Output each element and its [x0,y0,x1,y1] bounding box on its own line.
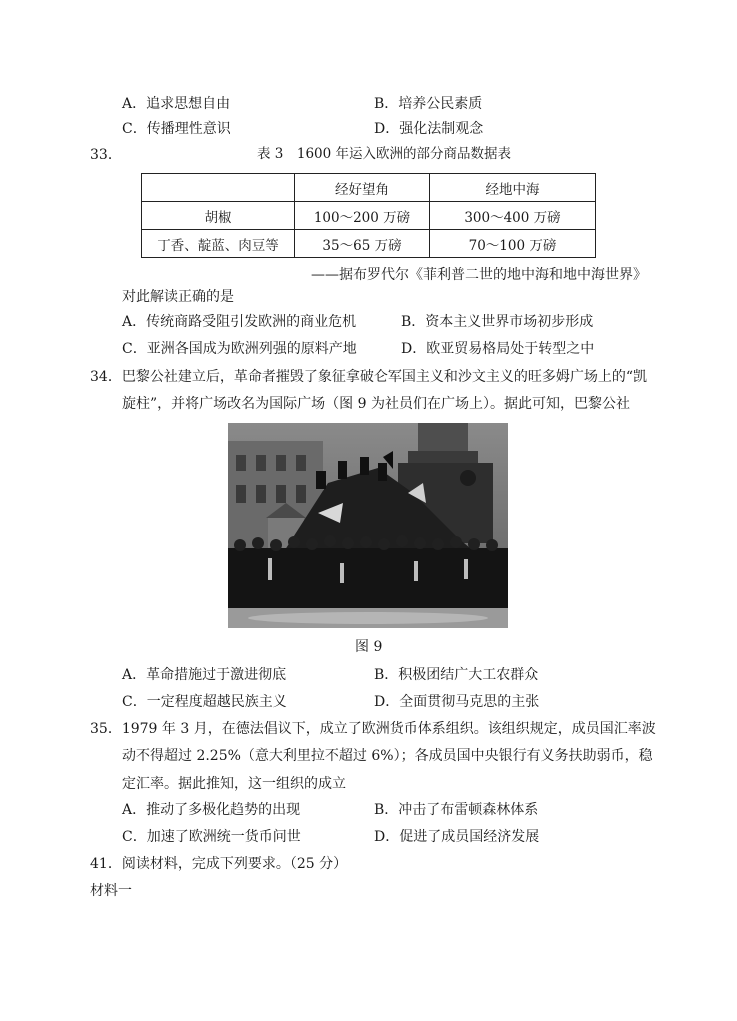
option-letter: B． [401,314,426,330]
q32-option-d[interactable] [374,122,483,136]
option-letter: C． [122,694,147,710]
option-text: 欧亚贸易格局处于转型之中 [426,341,595,357]
table-header-cell [142,174,295,202]
option-letter: D． [374,829,400,845]
q35-option-d[interactable] [374,830,539,844]
table-header-row [142,174,596,202]
q33-table-title: 表 3 1600 年运入欧洲的部分商品数据表 [257,146,512,162]
q34-stem-line-2: 旋柱”，并将广场改名为国际广场（图 9 为社员们在广场上）。据此可知，巴黎公社 [122,396,630,412]
q33-option-c[interactable] [122,342,357,356]
q33-data-table [141,173,596,258]
q41-number: 41． [90,856,122,872]
option-text: 传播理性意识 [146,121,231,137]
q33-option-b[interactable] [401,315,593,329]
q34-option-d[interactable] [374,695,539,709]
q41-text: 阅读材料，完成下列要求。（25 分） [121,856,348,872]
q35-stem-line-2: 动不得超过 2.25%（意大利里拉不超过 6%）；各成员国中央银行有义务扶助弱币，稳 [122,748,653,764]
option-letter: C． [122,121,147,137]
table-header-cell: 经地中海 [430,174,596,202]
table-cell: 300～400 万磅 [430,202,596,230]
q33-source: ——据布罗代尔《菲利普二世的地中海和地中海世界》 [311,267,647,283]
option-letter: D． [374,121,400,137]
option-text: 推动了多极化趋势的出现 [146,802,301,818]
q34-number: 34． [90,369,122,385]
option-letter: D． [401,341,427,357]
q41-stem [90,857,347,871]
option-text: 革命措施过于激进彻底 [146,667,287,683]
q34-option-c[interactable] [122,695,287,709]
option-text: 一定程度超越民族主义 [146,694,287,710]
q32-option-c[interactable] [122,122,231,136]
option-text: 冲击了布雷顿森林体系 [398,802,539,818]
table-row [142,202,596,230]
option-text: 资本主义世界市场初步形成 [425,314,594,330]
option-text: 追求思想自由 [146,96,231,112]
q32-option-b[interactable] [374,97,482,111]
q35-text: 1979 年 3 月，在德法倡议下，成立了欧洲货币体系组织。该组织规定，成员国汇率波 [121,721,656,737]
option-letter: C． [122,829,147,845]
option-text: 促进了成员国经济发展 [399,829,540,845]
option-text: 培养公民素质 [398,96,483,112]
option-letter: A． [122,96,147,112]
option-letter: C． [122,341,147,357]
figure-caption: 图 9 [355,639,383,655]
q35-stem-line-3: 定汇率。据此推知，这一组织的成立 [122,776,346,792]
q33-number: 33． [90,147,122,163]
table-cell: 70～100 万磅 [430,230,596,258]
option-letter: A． [122,314,147,330]
table-row [142,230,596,258]
option-letter: B． [374,96,399,112]
q35-number: 35． [90,721,122,737]
option-text: 加速了欧洲统一货币问世 [146,829,301,845]
table-cell: 100～200 万磅 [295,202,430,230]
q34-option-b[interactable] [374,668,538,682]
q35-option-c[interactable] [122,830,301,844]
q33-stem: 对此解读正确的是 [122,289,234,305]
option-letter: A． [122,802,147,818]
q35-option-b[interactable] [374,803,538,817]
table-header-cell: 经好望角 [295,174,430,202]
q34-text: 巴黎公社建立后，革命者摧毁了象征拿破仑军国主义和沙文主义的旺多姆广场上的“凯 [121,369,647,385]
option-letter: B． [374,802,399,818]
paris-commune-photo [228,423,508,628]
q33-option-a[interactable] [122,315,356,329]
option-letter: B． [374,667,399,683]
option-text: 全面贯彻马克思的主张 [399,694,540,710]
q34-stem-line-1 [90,370,647,384]
table-cell: 35～65 万磅 [295,230,430,258]
q41-material-heading: 材料一 [90,883,132,899]
table-cell: 丁香、靛蓝、肉豆等 [142,230,295,258]
option-letter: D． [374,694,400,710]
option-text: 传统商路受阻引发欧洲的商业危机 [146,314,357,330]
q35-stem-line-1 [90,722,656,736]
option-letter: A． [122,667,147,683]
option-text: 积极团结广大工农群众 [398,667,539,683]
option-text: 强化法制观念 [399,121,484,137]
option-text: 亚洲各国成为欧洲列强的原料产地 [146,341,357,357]
q35-option-a[interactable] [122,803,300,817]
q32-option-a[interactable] [122,97,230,111]
q33-option-d[interactable] [401,342,594,356]
q34-option-a[interactable] [122,668,286,682]
table-cell: 胡椒 [142,202,295,230]
